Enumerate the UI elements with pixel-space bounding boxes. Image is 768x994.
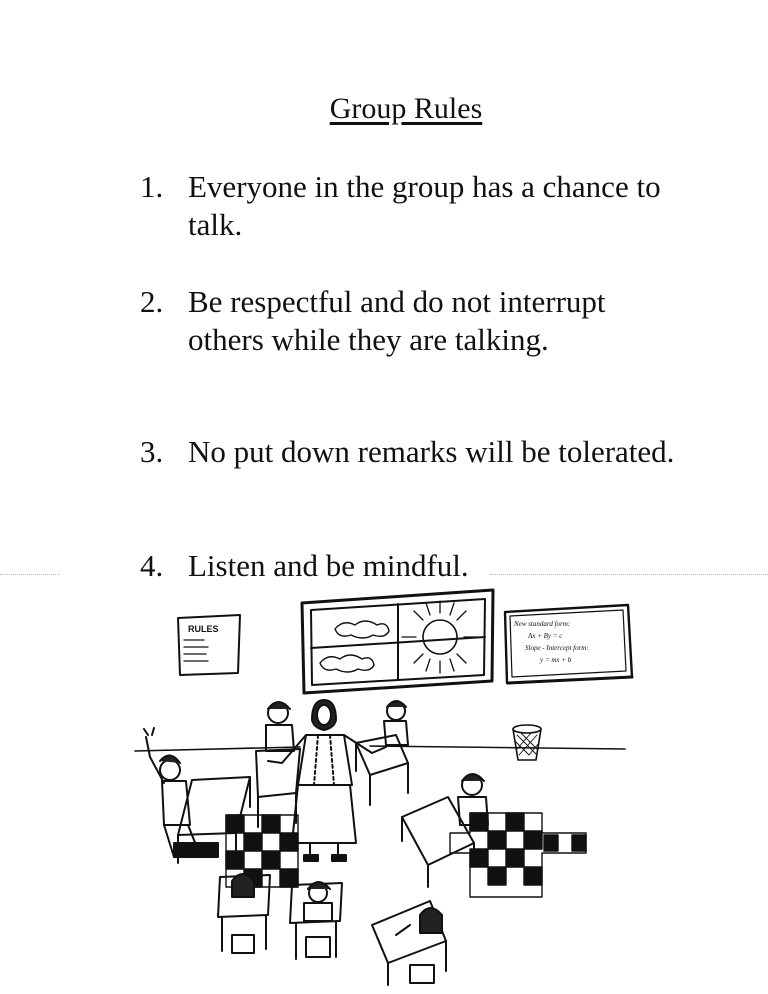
window (302, 590, 493, 693)
checkered-rug (450, 813, 586, 897)
rule-number: 3. (140, 434, 164, 469)
poster-title: RULES (188, 624, 219, 634)
scan-artifact-right (490, 574, 768, 575)
rule-item-4 (140, 547, 688, 585)
scan-artifact-left (0, 574, 60, 575)
whiteboard (505, 605, 632, 683)
page-title: Group Rules (329, 92, 483, 125)
rule-text: Everyone in the group has a chance to talk. (188, 169, 661, 242)
student-back (356, 701, 408, 805)
classroom-illustration (0, 585, 768, 990)
student-raising-hand (144, 728, 200, 857)
whiteboard-line-3: Slope - Intercept form: (525, 644, 589, 652)
whiteboard-line-2: Ax + By = c (528, 632, 563, 640)
rule-item-2 (140, 283, 688, 359)
rule-number: 1. (140, 169, 164, 204)
rule-text: No put down remarks will be tolerated. (188, 434, 675, 469)
student-back (256, 702, 300, 827)
rule-number: 2. (140, 284, 164, 319)
student-front (372, 901, 446, 985)
rules-poster (178, 615, 240, 675)
rule-item-3 (140, 433, 688, 471)
rule-text: Listen and be mindful. (188, 548, 469, 583)
student-front (290, 882, 342, 959)
rule-item-1 (140, 168, 688, 244)
whiteboard-line-4: y = mx + b (540, 656, 572, 664)
whiteboard-line-1: New standard form: (514, 620, 571, 628)
rule-number: 4. (140, 548, 164, 583)
rule-text: Be respectful and do not interrupt others while they are talking. (188, 284, 606, 357)
waste-basket-icon (513, 725, 541, 760)
